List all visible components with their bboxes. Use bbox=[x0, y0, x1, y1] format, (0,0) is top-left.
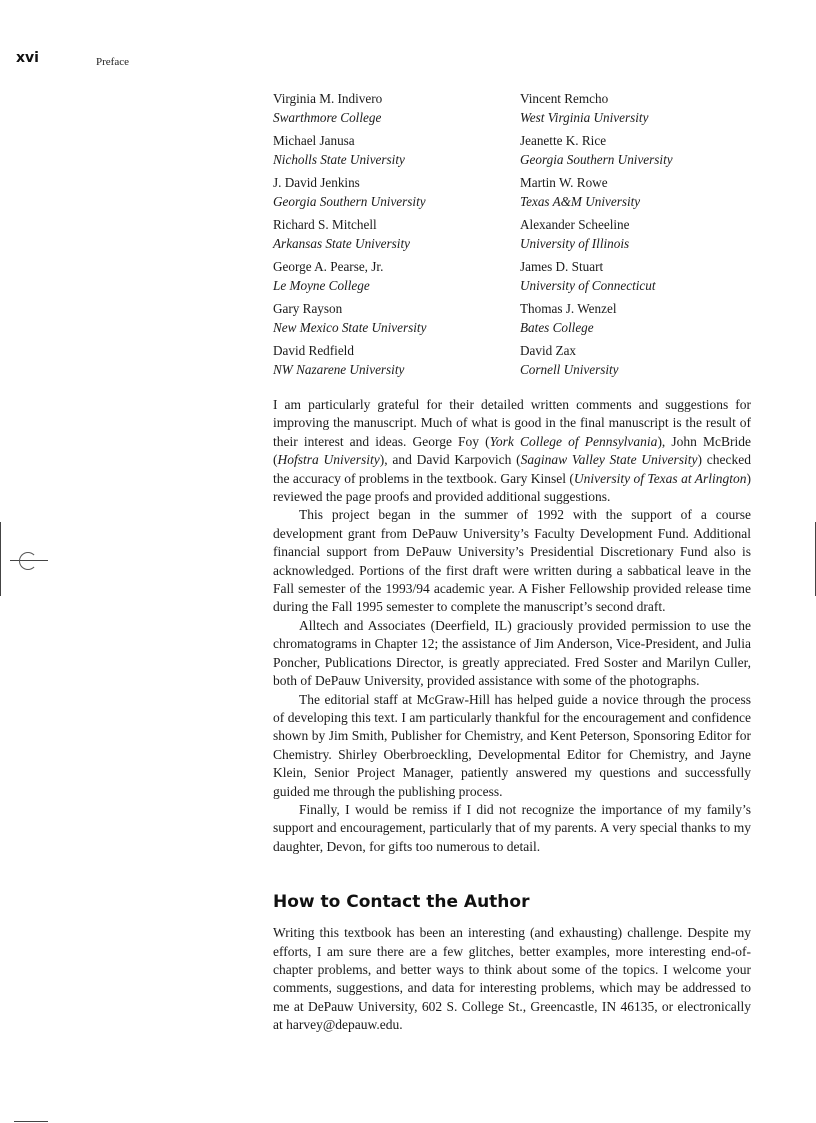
reviewer-institution: Le Moyne College bbox=[273, 277, 370, 293]
reviewer-name: Jeanette K. Rice bbox=[520, 133, 607, 148]
acknowledgments-text bbox=[273, 396, 751, 856]
reviewer-institution: New Mexico State University bbox=[273, 319, 427, 335]
institution-name: York College of Pennsylvania bbox=[489, 433, 658, 449]
reviewer-institution: Texas A&M University bbox=[520, 193, 641, 209]
page-number: xvi bbox=[16, 50, 39, 66]
institution-name: Hofstra University bbox=[277, 452, 380, 468]
acknowledgment-paragraph: This project began in the summer of 1992 with the support of a course development grant from DePauw University’s Faculty Development Fund. Additional financial support from DePauw University’s Presidential Discretionary Fund also is acknowledged. Portions of the first draft were written during a sabbatical leave in the Fall semester of the 1993/94 academic year. A Fisher Fellowship provided release time during the Fall 1995 semester to complete the manuscript’s second draft. bbox=[273, 507, 751, 615]
reviewer-entry bbox=[520, 90, 751, 127]
reviewer-name: Thomas J. Wenzel bbox=[520, 301, 617, 316]
reviewer-entry bbox=[273, 90, 520, 127]
reviewer-institution: Arkansas State University bbox=[273, 235, 410, 251]
reviewer-institution: University of Illinois bbox=[520, 235, 630, 251]
reviewer-entry bbox=[520, 300, 751, 337]
reviewer-institution: Bates College bbox=[520, 319, 594, 335]
reviewer-entry bbox=[273, 300, 520, 337]
reviewer-entry bbox=[273, 258, 520, 295]
reviewer-name: Virginia M. Indivero bbox=[273, 91, 383, 106]
reviewer-institution: NW Nazarene University bbox=[273, 361, 405, 377]
text-run: ), and David Karpovich ( bbox=[379, 452, 521, 468]
reviewer-institution: Swarthmore College bbox=[273, 109, 382, 125]
reviewer-name: David Redfield bbox=[273, 343, 354, 358]
running-head: Preface bbox=[96, 56, 129, 68]
section-heading: How to Contact the Author bbox=[273, 892, 530, 913]
reviewer-entry bbox=[273, 174, 520, 211]
text-run: ), John McBride ( bbox=[273, 433, 751, 468]
contact-text bbox=[273, 924, 751, 1034]
institution-name: University of Texas at Arlington bbox=[573, 470, 747, 486]
text-run: ) checked the accuracy of problems in the textbook. Gary Kinsel ( bbox=[273, 452, 752, 486]
reviewer-name: Vincent Remcho bbox=[520, 91, 609, 106]
reviewer-name: Alexander Scheeline bbox=[520, 217, 630, 232]
reviewer-entry bbox=[520, 342, 751, 379]
reviewer-name: Gary Rayson bbox=[273, 301, 343, 316]
reviewer-name: J. David Jenkins bbox=[273, 175, 360, 190]
reviewer-institution: Georgia Southern University bbox=[520, 151, 673, 167]
reviewer-name: Richard S. Mitchell bbox=[273, 217, 377, 232]
reviewer-name: Martin W. Rowe bbox=[520, 175, 608, 190]
acknowledgment-paragraph: The editorial staff at McGraw-Hill has helped guide a novice through the process of developing this text. I am particularly thankful for the encouragement and confidence shown by Jim Smith, Publisher for Chemistry, and Kent Peterson, Sponsoring Editor for Chemistry. Shirley Oberbroeckling, Developmental Editor for Chemistry, and Jayne Klein, Senior Project Manager, patiently answered my questions and successfully guided me through the publishing process. bbox=[273, 691, 751, 799]
reviewer-entry bbox=[520, 258, 751, 295]
reviewer-entry bbox=[273, 132, 520, 169]
crop-mark-vertical bbox=[0, 522, 1, 596]
reviewer-entry bbox=[273, 216, 520, 253]
acknowledgment-paragraph bbox=[273, 396, 751, 506]
reviewer-list bbox=[273, 90, 751, 379]
reviewer-entry bbox=[520, 132, 751, 169]
institution-name: Saginaw Valley State University bbox=[520, 452, 698, 468]
acknowledgment-paragraph: Finally, I would be remiss if I did not recognize the importance of my family’s support and encouragement, particularly that of my parents. A very special thanks to my daughter, Devon, for gifts too numerous to detail. bbox=[273, 801, 751, 854]
reviewer-entry bbox=[520, 216, 751, 253]
reviewer-entry bbox=[520, 174, 751, 211]
text-run: ) reviewed the page proofs and provided additional suggestions. bbox=[273, 470, 751, 505]
crop-mark-bottom bbox=[14, 1121, 48, 1122]
reviewer-entry bbox=[273, 342, 520, 379]
reviewer-institution: Nicholls State University bbox=[273, 151, 405, 167]
reviewer-institution: University of Connecticut bbox=[520, 277, 656, 293]
reviewer-name: David Zax bbox=[520, 343, 577, 358]
reviewer-name: James D. Stuart bbox=[520, 259, 604, 274]
reviewer-institution: Cornell University bbox=[520, 361, 619, 377]
reviewer-institution: West Virginia University bbox=[520, 109, 649, 125]
reviewer-name: Michael Janusa bbox=[273, 133, 355, 148]
registration-mark-icon bbox=[19, 552, 37, 570]
text-run: I am particularly grateful for their detailed written comments and suggestions for improving the manuscript. Much of what is good in the final manuscript is the result of their interest and ideas. George Foy ( bbox=[273, 397, 751, 449]
main-content bbox=[273, 90, 751, 1035]
acknowledgment-paragraph: Alltech and Associates (Deerfield, IL) graciously provided permission to use the chromatograms in Chapter 12; the assistance of Jim Anderson, Vice-President, and Julia Poncher, Publications Director, is greatly appreciated. Fred Soster and Marilyn Culler, both of DePauw University, provided assistance with some of the photographs. bbox=[273, 617, 751, 689]
reviewer-institution: Georgia Southern University bbox=[273, 193, 426, 209]
reviewer-name: George A. Pearse, Jr. bbox=[273, 259, 384, 274]
contact-paragraph: Writing this textbook has been an interesting (and exhausting) challenge. Despite my efforts, I am sure there are a few glitches, better examples, more interesting end-of-chapter problems, and better ways to think about some of the topics. I welcome your comments, suggestions, and data for interesting problems, which may be addressed to me at DePauw University, 602 S. College St., Greencastle, IN 46135, or electronically at harvey@depauw.edu. bbox=[273, 925, 751, 1033]
